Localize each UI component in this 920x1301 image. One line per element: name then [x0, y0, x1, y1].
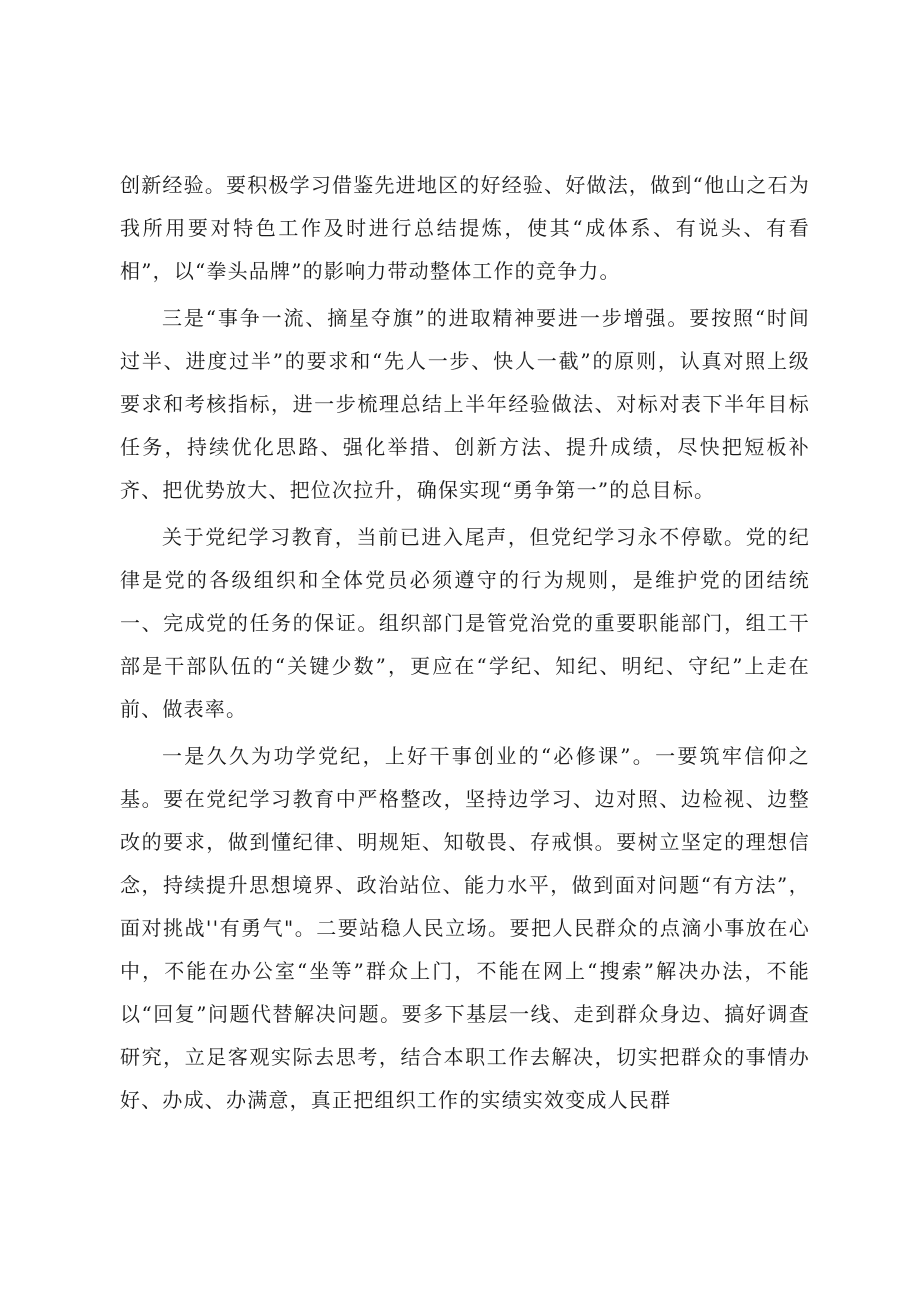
paragraph-4: 一是久久为功学党纪，上好干事创业的“必修课”。一要筑牢信仰之基。要在党纪学习教育中严格整改，坚持边学习、边对照、边检视、边整改的要求，做到懂纪律、明规矩、知敬畏、存戒惧。要树立坚定的理想信念，持续提升思想境界、政治站位、能力水平，做到面对问题“有方法”，面对挑战''有勇气"。二要站稳人民立场。要把人民群众的点滴小事放在心中，不能在办公室“坐等”群众上门，不能在网上“搜索”解决办法，不能以“回复”问题代替解决问题。要多下基层一线、走到群众身边、搞好调查研究，立足客观实际去思考，结合本职工作去解决，切实把群众的事情办好、办成、办满意，真正把组织工作的实绩实效变成人民群: [120, 744, 810, 1112]
document-body: [120, 164, 810, 1126]
paragraph-3: 关于党纪学习教育，当前已进入尾声，但党纪学习永不停歇。党的纪律是党的各级组织和全体党员必须遵守的行为规则，是维护党的团结统一、完成党的任务的保证。组织部门是管党治党的重要职能部门，组工干部是干部队伍的“关键少数”，更应在“学纪、知纪、明纪、守纪”上走在前、做表率。: [120, 525, 810, 721]
paragraph-1: 创新经验。要积极学习借鉴先进地区的好经验、好做法，做到“他山之石为我所用要对特色工作及时进行总结提炼，使其“成体系、有说头、有看相”，以“拳头品牌”的影响力带动整体工作的竞争力。: [120, 173, 810, 283]
paragraph-2: 三是“事争一流、摘星夺旗”的进取精神要进一步增强。要按照“时间过半、进度过半”的要求和“先人一步、快人一截”的原则，认真对照上级要求和考核指标，进一步梳理总结上半年经验做法、对标对表下半年目标任务，持续优化思路、强化举措、创新方法、提升成绩，尽快把短板补齐、把优势放大、把位次拉升，确保实现“勇争第一”的总目标。: [120, 306, 810, 502]
